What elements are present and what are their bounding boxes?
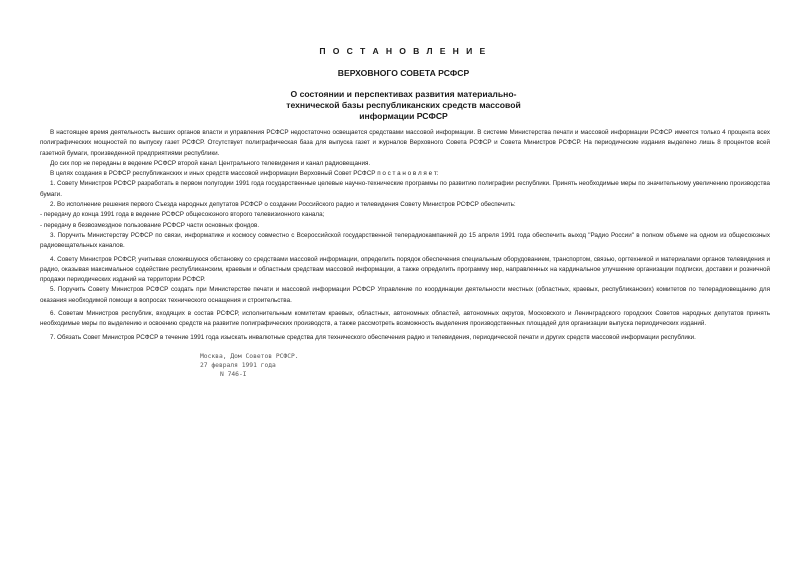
signature-place: Москва, Дом Советов РСФСР. (200, 353, 299, 360)
signature-date: 27 февраля 1991 года (200, 361, 276, 369)
signature-block (200, 353, 299, 379)
body-paragraph: 2. Во исполнение решения первого Съезда народных депутатов РСФСР о создании Российского радио и телевидения Совету Министров РСФСР обеспечить: (50, 201, 516, 209)
body-paragraph: В целях создания в РСФСР республиканских и иных средств массовой информации Верховный Совет РСФСР п о с т а н о в л я е т: (50, 170, 439, 178)
document-body (40, 128, 770, 343)
body-paragraph: В настоящее время деятельность высших органов власти и управления РСФСР недостаточно освещается средствами массовой информации. В системе Министерства печати и массовой информации РСФСР имеется только 4 процента всех полиграфических мощностей по выпуску газет РСФСР. Отсутствует полиграфическая база для выпуска газет и журналов Верховного Совета РСФСР и Совета Министров РСФСР. На периодические издания выделено лишь 8 процентов всей газетной бумаги, произведенной предприятиями республики. (40, 129, 770, 157)
document-issuer: ВЕРХОВНОГО СОВЕТА РСФСР (337, 68, 470, 78)
body-paragraph: 4. Совету Министров РСФСР, учитывая сложившуюся обстановку со средствами массовой информации, определить порядок обеспечения специальным оборудованием, транспортом, связью, оргтехникой и материалами органов телевидения и радио, оказывая максимальное содействие республиканским, краевым и областным средствам массовой информации, а также определить программу мер, направленных на кардинальное улучшение организации подписки, доставки и розничной продажи периодических изданий на территории РСФСР. (40, 255, 770, 284)
body-paragraph: 5. Поручить Совету Министров РСФСР создать при Министерстве печати и массовой информации РСФСР Управление по координации деятельности местных (областных, краевых, республиканских) комитетов по телерадиовещанию для оказания необходимой помощи в вопросах технического оснащения и строительства. (40, 286, 770, 304)
body-paragraph: 1. Совету Министров РСФСР разработать в первом полугодии 1991 года государственные целевые научно-технические программы по развитию полиграфии республики. Принять необходимые меры по значительному увеличению производства бумаги. (40, 180, 770, 198)
subject-line: информации РСФСР (359, 111, 448, 121)
subject-line: технической базы республиканских средств массовой (286, 100, 521, 110)
subject-line: О состоянии и перспективах развития материально- (290, 89, 517, 99)
document-title: П О С Т А Н О В Л Е Н И Е (319, 46, 488, 56)
document-subject (0, 89, 807, 122)
body-paragraph: 7. Обязать Совет Министров РСФСР в течение 1991 года изыскать инвалютные средства для технического обеспечения радио и телевидения, периодической печати и других средств массовой информации республики. (50, 333, 696, 341)
body-paragraph: - передачу в безвозмездное пользование РСФСР части основных фондов. (40, 221, 260, 229)
body-paragraph: 3. Поручить Министерству РСФСР по связи, информатике и космосу совместно с Всероссийской государственной телерадиокампанией до 15 апреля 1991 года обеспечить выход "Радио России" в полном объеме на одном из общесоюзных радиовещательных каналов. (40, 231, 770, 250)
body-paragraph: - передачу до конца 1991 года в ведение РСФСР общесоюзного второго телевизионного канала; (40, 211, 325, 219)
body-paragraph: До сих пор не переданы в ведение РСФСР второй канал Центрального телевидения и канал радиовещания. (50, 159, 371, 167)
body-paragraph: 6. Советам Министров республик, входящих в состав РСФСР, исполнительным комитетам краевых, областных, автономных областей, автономных округов, Московского и Ленинградского городских Советов народных депутатов принять необходимые меры по выделению и освоению средств на развитие полиграфических производств, а также рассмотреть возможность выделения производственных площадей для организации выпуска периодических изданий. (40, 310, 770, 328)
signature-number: N 746-I (220, 370, 247, 378)
